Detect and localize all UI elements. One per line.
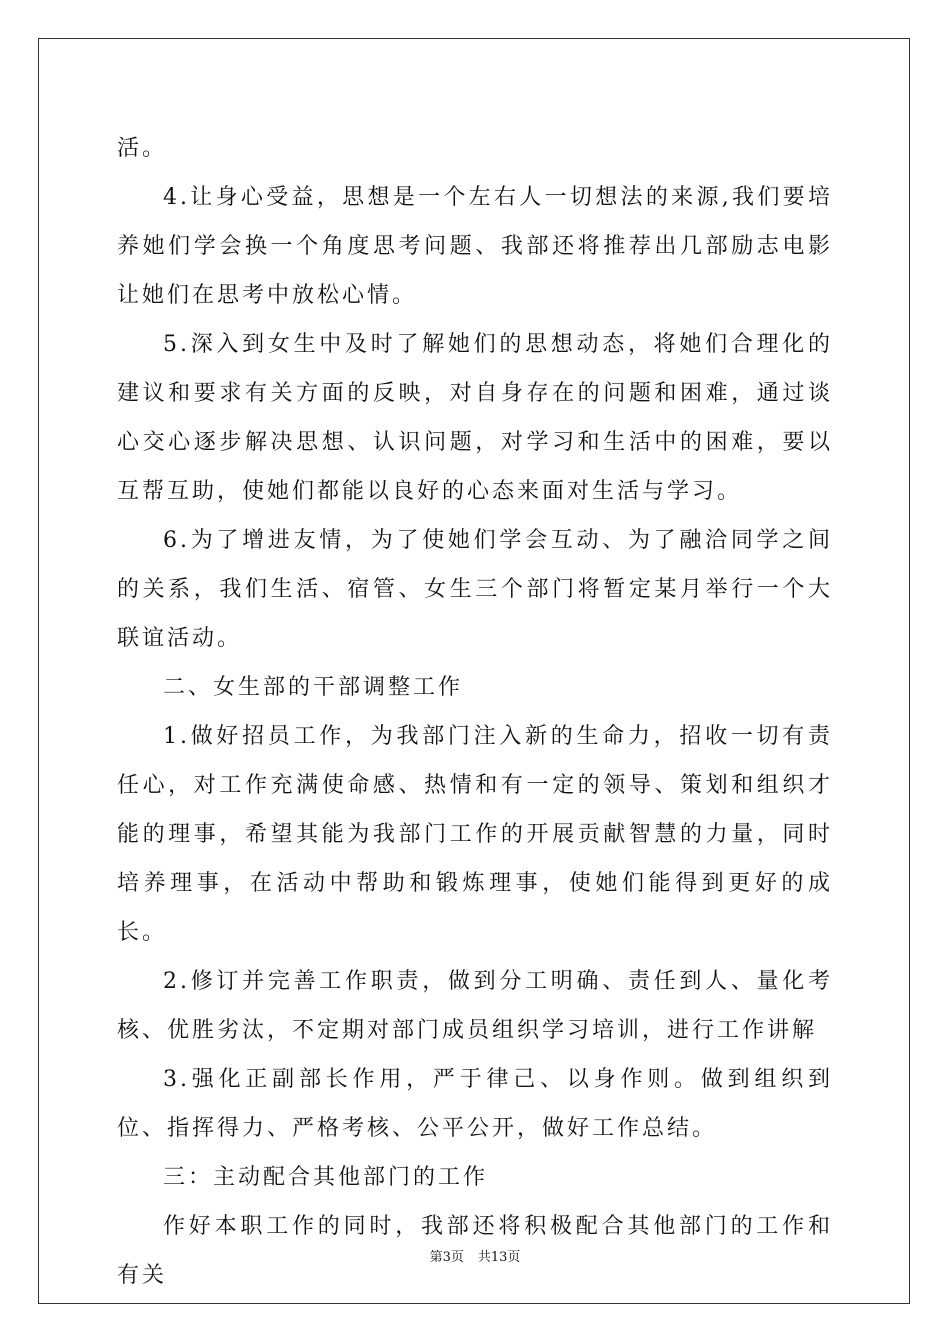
paragraph-item-1: 1.做好招员工作，为我部门注入新的生命力，招收一切有责任心，对工作充满使命感、热情和有一定的领导、策划和组织才能的理事，希望其能为我部门工作的开展贡献智慧的力量，同时培养理事，在活动中帮助和锻炼理事，使她们能得到更好的成长。 [117,724,833,945]
total-page-count: 共13页 [477,1250,521,1265]
paragraph-section-3-body: 作好本职工作的同时，我部还将积极配合其他部门的工作和有关 [117,1214,833,1288]
paragraph-item-4: 4.让身心受益，思想是一个左右人一切想法的来源,我们要培养她们学会换一个角度思考问题、我部还将推荐出几部励志电影让她们在思考中放松心情。 [117,185,833,308]
paragraph-item-6: 6.为了增进友情，为了使她们学会互动、为了融洽同学之间的关系，我们生活、宿管、女生三个部门将暂定某月举行一个大联谊活动。 [117,528,833,651]
paragraph-item-5: 5.深入到女生中及时了解她们的思想动态，将她们合理化的建议和要求有关方面的反映，对自身存在的问题和困难，通过谈心交心逐步解决思想、认识问题，对学习和生活中的困难，要以互帮互助，使她们都能以良好的心态来面对生活与学习。 [117,332,833,504]
page-footer [0,1246,950,1265]
paragraph-item-2: 2.修订并完善工作职责，做到分工明确、责任到人、量化考核、优胜劣汰，不定期对部门成员组织学习培训，进行工作讲解 [117,969,833,1043]
section-heading-3: 三：主动配合其他部门的工作 [163,1165,489,1190]
current-page-number: 第3页 [429,1250,464,1265]
document-body [117,124,833,1300]
paragraph-item-3: 3.强化正副部长作用，严于律己、以身作则。做到组织到位、指挥得力、严格考核、公平公开，做好工作总结。 [117,1067,833,1141]
section-heading-2: 二、女生部的干部调整工作 [163,675,464,700]
paragraph-continuation: 活。 [117,136,168,161]
